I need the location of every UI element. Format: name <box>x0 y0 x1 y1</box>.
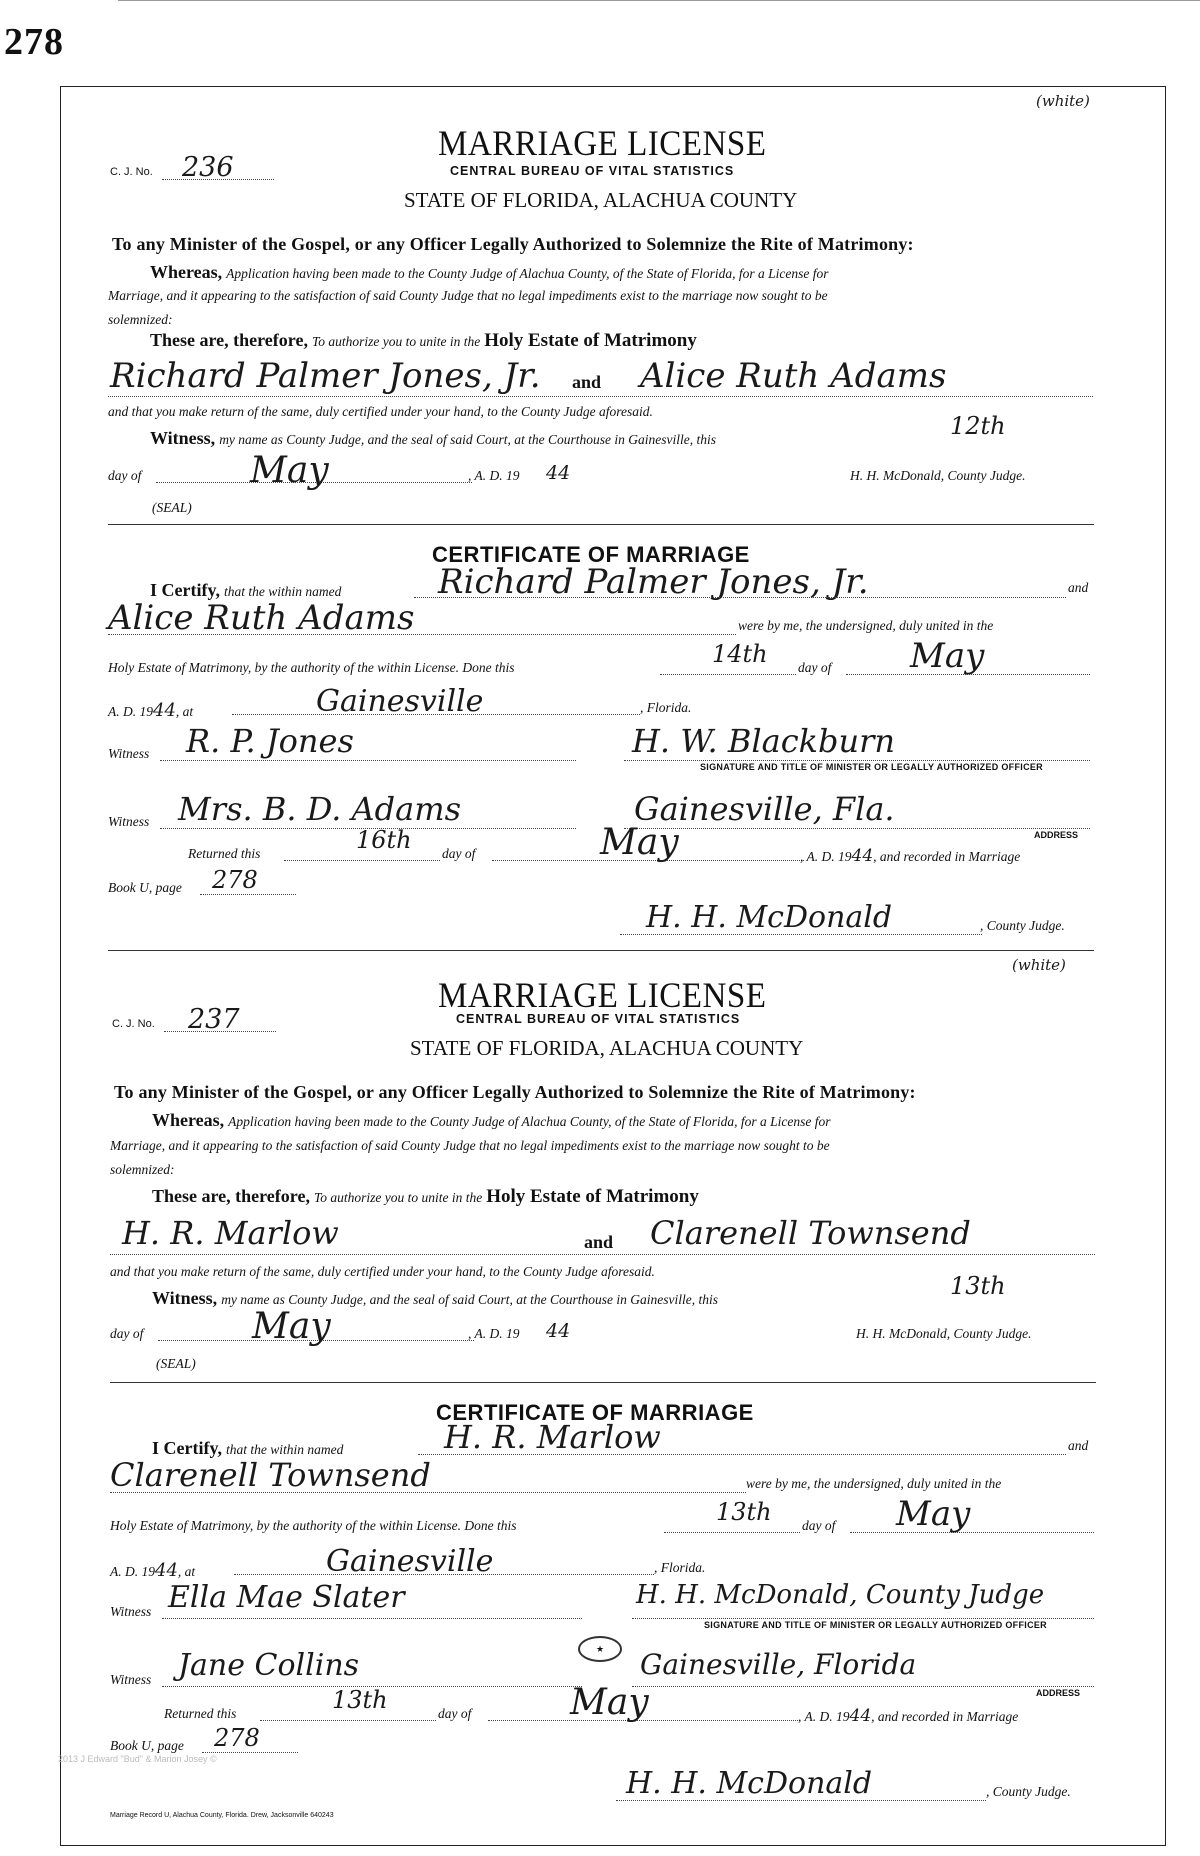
certify-word: I Certify, <box>152 1438 222 1458</box>
place: Gainesville <box>326 1544 494 1579</box>
these-word: These are, therefore, <box>150 330 308 350</box>
witness-2: Jane Collins <box>178 1648 360 1683</box>
ad-at-label: A. D. 19 <box>110 1564 155 1579</box>
cert-groom: Richard Palmer Jones, Jr. <box>438 562 869 602</box>
race-note: (white) <box>1036 92 1090 110</box>
witness-1-line <box>162 1618 582 1619</box>
cj-number: 237 <box>188 1004 240 1035</box>
book-page: 278 <box>212 866 258 894</box>
recorded-text: , and recorded in Marriage <box>873 849 1021 864</box>
bureau-name: CENTRAL BUREAU OF VITAL STATISTICS <box>450 164 735 178</box>
bride-name: Clarenell Townsend <box>650 1214 971 1252</box>
florida-label: , Florida. <box>640 700 692 715</box>
recorded-line <box>798 1706 1018 1726</box>
groom-name: H. R. Marlow <box>122 1214 339 1252</box>
returned-day-of: day of <box>442 846 476 861</box>
groom-name: Richard Palmer Jones, Jr. <box>110 356 541 396</box>
license-title: MARRIAGE LICENSE <box>438 123 767 163</box>
officer-line <box>632 1618 1094 1619</box>
cert-groom: H. R. Marlow <box>444 1418 661 1456</box>
seal-label: (SEAL) <box>152 500 192 515</box>
returned-ad: , A. D. 19 <box>798 1709 850 1724</box>
witness-word: Witness, <box>152 1288 218 1308</box>
county-judge-label: , County Judge. <box>980 918 1065 933</box>
book-page-line <box>200 894 296 895</box>
whereas-text-2: Marriage, and it appearing to the satisfaction of said County Judge that no legal impediments exist to the marriage now sought to be <box>110 1138 830 1153</box>
returned-year: 44 <box>849 1706 872 1726</box>
address-caption: ADDRESS <box>1036 1688 1081 1698</box>
certificate-title: CERTIFICATE OF MARRIAGE <box>436 1400 754 1425</box>
witness-2-label: Witness <box>108 814 150 829</box>
these-text: To authorize you to unite in the <box>311 334 481 349</box>
ad-at-label: A. D. 19 <box>108 704 153 719</box>
returned-year: 44 <box>851 846 874 866</box>
race-note: (white) <box>1012 956 1066 974</box>
returned-label: Returned this <box>164 1706 237 1721</box>
witness-line <box>150 428 716 449</box>
married-day: 13th <box>716 1498 772 1526</box>
witness-1-label: Witness <box>108 746 150 761</box>
holy-text: Holy Estate of Matrimony, by the authority of the within License. Done this <box>110 1518 517 1533</box>
and-word: and <box>572 372 602 392</box>
divider <box>108 524 1094 525</box>
cj-label: C. J. No. <box>112 1018 155 1030</box>
these-text: To authorize you to unite in the <box>313 1190 483 1205</box>
officer-caption: SIGNATURE AND TITLE OF MINISTER OR LEGALLY AUTHORIZED OFFICER <box>704 1620 1047 1630</box>
holy-estate: Holy Estate of Matrimony <box>486 1186 699 1207</box>
recording-judge: H. H. McDonald <box>646 900 893 935</box>
whereas-text: Application having been made to the County Judge of Alachua County, of the State of Florida, for a License for <box>226 266 829 281</box>
returned-month: May <box>600 822 679 863</box>
return-text: and that you make return of the same, duly certified under your hand, to the County Judge aforesaid. <box>110 1264 655 1279</box>
these-word: These are, therefore, <box>152 1186 310 1206</box>
cert-and: and <box>1068 1438 1089 1453</box>
cj-number: 236 <box>182 152 234 183</box>
bride-name: Alice Ruth Adams <box>640 356 947 396</box>
whereas-text-3: solemnized: <box>108 312 173 327</box>
married-day-line <box>660 674 796 675</box>
day-of-label: day of <box>110 1326 144 1341</box>
certificate-title: CERTIFICATE OF MARRIAGE <box>432 542 750 567</box>
at-label: , at <box>175 704 194 719</box>
whereas-word: Whereas, <box>152 1110 225 1130</box>
married-year: 44 <box>153 700 176 721</box>
witness-1: R. P. Jones <box>186 722 354 760</box>
returned-label: Returned this <box>188 846 261 861</box>
judge-name: H. H. McDonald, County Judge. <box>850 468 1026 483</box>
holy-estate: Holy Estate of Matrimony <box>484 330 697 351</box>
book-page-line <box>202 1752 298 1753</box>
whereas-word: Whereas, <box>150 262 223 282</box>
cert-bride: Alice Ruth Adams <box>108 598 415 638</box>
judge-name: H. H. McDonald, County Judge. <box>856 1326 1032 1341</box>
holy-text: Holy Estate of Matrimony, by the authority of the within License. Done this <box>108 660 515 675</box>
witness-2-label: Witness <box>110 1672 152 1687</box>
whereas-paragraph <box>152 1110 830 1131</box>
witness-1: Ella Mae Slater <box>168 1580 405 1615</box>
married-day-of: day of <box>802 1518 836 1533</box>
cert-bride-line <box>110 1492 746 1493</box>
whereas-text-3: solemnized: <box>110 1162 175 1177</box>
notary-seal-icon: ★ <box>578 1636 622 1662</box>
at-line <box>110 1560 195 1581</box>
book-label: Book U, page <box>110 1738 184 1753</box>
united-text: were by me, the undersigned, duly united in the <box>738 618 994 633</box>
place: Gainesville <box>316 684 484 719</box>
license-year: 44 <box>546 462 571 484</box>
page-number: 278 <box>4 21 64 63</box>
cert-and: and <box>1068 580 1089 595</box>
married-month: May <box>910 636 985 676</box>
record-separator <box>108 950 1094 951</box>
license-month: May <box>250 450 329 491</box>
married-day-line <box>664 1532 800 1533</box>
top-edge-line <box>118 0 1200 1</box>
and-word: and <box>584 1232 614 1252</box>
officer-line <box>624 760 1090 761</box>
officer-address: Gainesville, Florida <box>640 1648 917 1681</box>
recording-judge: H. H. McDonald <box>626 1766 873 1801</box>
state-county: STATE OF FLORIDA, ALACHUA COUNTY <box>410 1036 804 1060</box>
license-title: MARRIAGE LICENSE <box>438 975 767 1015</box>
certify-text: that the within named <box>223 584 342 599</box>
printer-footer: Marriage Record U, Alachua County, Florida. Drew, Jacksonville 640243 <box>110 1812 334 1819</box>
copyright-watermark: 2013 J Edward "Bud" & Marion Josey © <box>58 1754 217 1764</box>
at-label: , at <box>177 1564 196 1579</box>
florida-label: , Florida. <box>654 1560 706 1575</box>
whereas-text: Application having been made to the County Judge of Alachua County, of the State of Florida, for a License for <box>228 1114 831 1129</box>
bureau-name: CENTRAL BUREAU OF VITAL STATISTICS <box>456 1012 741 1026</box>
salutation: To any Minister of the Gospel, or any Officer Legally Authorized to Solemnize the Rite of Matrimony: <box>112 234 914 254</box>
cert-groom-line <box>418 1454 1066 1455</box>
state-county: STATE OF FLORIDA, ALACHUA COUNTY <box>404 188 798 212</box>
returned-day-line <box>284 860 440 861</box>
ad-label: , A. D. 19 <box>468 1326 520 1341</box>
names-line <box>110 1254 1095 1255</box>
salutation: To any Minister of the Gospel, or any Officer Legally Authorized to Solemnize the Rite of Matrimony: <box>114 1082 916 1102</box>
united-text: were by me, the undersigned, duly united in the <box>746 1476 1002 1491</box>
returned-day: 16th <box>356 826 412 854</box>
return-text: and that you make return of the same, duly certified under your hand, to the County Judge aforesaid. <box>108 404 653 419</box>
county-judge-label: , County Judge. <box>986 1784 1071 1799</box>
book-label: Book U, page <box>108 880 182 895</box>
married-month-line <box>850 1532 1094 1533</box>
officer-caption: SIGNATURE AND TITLE OF MINISTER OR LEGALLY AUTHORIZED OFFICER <box>700 762 1043 772</box>
seal-label: (SEAL) <box>156 1356 196 1371</box>
certify-text: that the within named <box>225 1442 344 1457</box>
license-month: May <box>252 1306 331 1347</box>
returned-day-line <box>260 1720 436 1721</box>
witness-1-label: Witness <box>110 1604 152 1619</box>
ad-label: , A. D. 19 <box>468 468 520 483</box>
witness-2: Mrs. B. D. Adams <box>178 790 461 828</box>
whereas-text-2: Marriage, and it appearing to the satisfaction of said County Judge that no legal impediments exist to the marriage now sought to be <box>108 288 828 303</box>
witness-text: my name as County Judge, and the seal of said Court, at the Courthouse in Gainesville, this <box>219 432 717 447</box>
license-day: 13th <box>950 1272 1006 1300</box>
at-line <box>108 700 193 721</box>
officer-signature: H. W. Blackburn <box>632 722 896 760</box>
address-line <box>624 828 1090 829</box>
whereas-paragraph <box>150 262 828 283</box>
these-are-line <box>152 1186 699 1208</box>
married-day-of: day of <box>798 660 832 675</box>
witness-word: Witness, <box>150 428 216 448</box>
witness-line <box>152 1288 718 1309</box>
recorded-text: , and recorded in Marriage <box>871 1709 1019 1724</box>
divider <box>110 1382 1096 1383</box>
witness-1-line <box>160 760 576 761</box>
returned-day: 13th <box>332 1686 388 1714</box>
cert-bride: Clarenell Townsend <box>110 1456 431 1494</box>
license-day: 12th <box>950 412 1006 440</box>
married-day: 14th <box>712 640 768 668</box>
these-are-line <box>150 330 697 352</box>
day-of-label: day of <box>108 468 142 483</box>
officer-signature: H. H. McDonald, County Judge <box>636 1580 1045 1610</box>
witness-text: my name as County Judge, and the seal of said Court, at the Courthouse in Gainesville, this <box>221 1292 719 1307</box>
officer-address: Gainesville, Fla. <box>634 790 895 828</box>
address-caption: ADDRESS <box>1034 830 1079 840</box>
book-page: 278 <box>214 1724 260 1752</box>
cj-label: C. J. No. <box>110 166 153 178</box>
cert-groom-line <box>414 597 1066 598</box>
returned-month: May <box>570 1682 649 1723</box>
married-year: 44 <box>155 1560 178 1581</box>
certify-word: I Certify, <box>150 580 220 600</box>
recorded-line <box>800 846 1020 866</box>
returned-day-of: day of <box>438 1706 472 1721</box>
address-line <box>632 1686 1094 1687</box>
cert-bride-line <box>108 634 736 635</box>
license-year: 44 <box>546 1320 571 1342</box>
married-month: May <box>896 1494 971 1534</box>
returned-ad: , A. D. 19 <box>800 849 852 864</box>
names-line <box>108 396 1093 397</box>
